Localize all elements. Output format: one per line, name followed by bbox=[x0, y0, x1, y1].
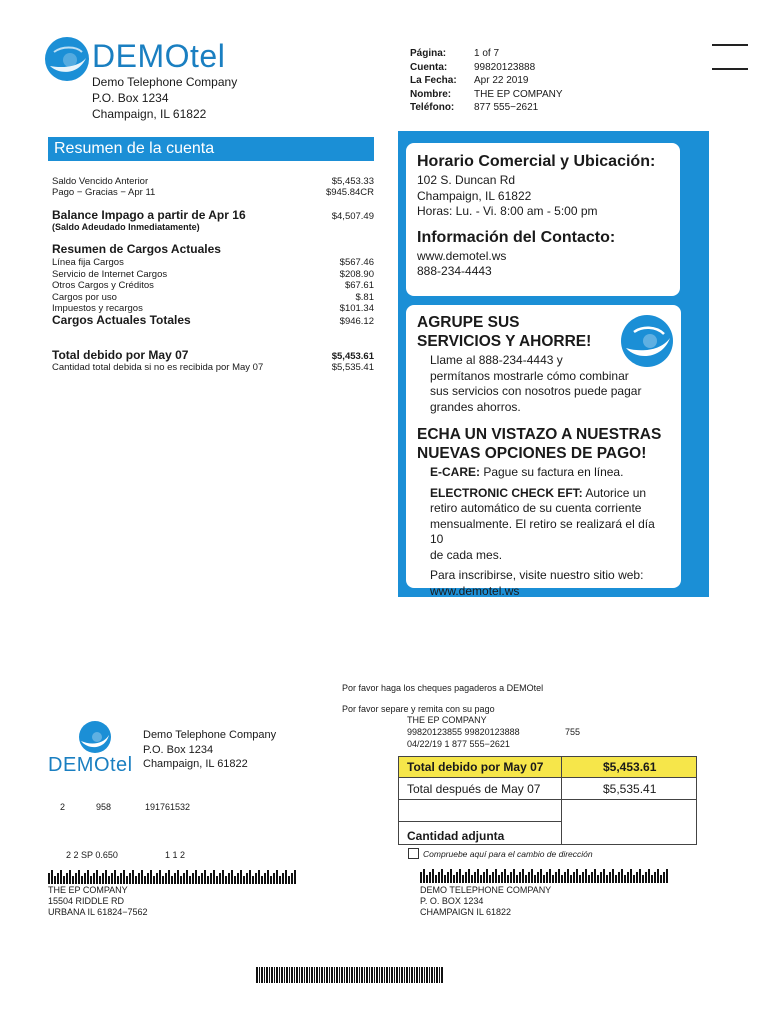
barcode-bar bbox=[498, 875, 500, 883]
barcode-bar bbox=[663, 872, 665, 883]
barcode-bar bbox=[276, 870, 278, 884]
barcode-bar bbox=[525, 875, 527, 883]
barcode-bar bbox=[462, 875, 464, 883]
current-charges-title-text: Resumen de Cargos Actuales bbox=[52, 242, 221, 256]
barcode-bar bbox=[474, 872, 476, 883]
remit-company-address bbox=[143, 728, 276, 772]
barcode-bar bbox=[159, 870, 161, 884]
barcode-bar bbox=[624, 875, 626, 883]
barcode-bar bbox=[561, 875, 563, 883]
barcode-bar bbox=[282, 873, 284, 884]
hours-line: Horas: Lu. - Vi. 8:00 am - 5:00 pm bbox=[417, 204, 598, 218]
hours-line: 102 S. Duncan Rd bbox=[417, 173, 516, 187]
late-amount: $5,535.41 bbox=[331, 362, 374, 373]
customer-address-line: THE EP COMPANY bbox=[48, 885, 128, 895]
current-charges-title bbox=[52, 242, 374, 256]
barcode-bar bbox=[183, 873, 185, 884]
barcode-bar bbox=[477, 869, 479, 883]
eft-line bbox=[430, 486, 671, 502]
customer-address bbox=[48, 885, 148, 918]
barcode-bar bbox=[54, 876, 56, 884]
bundle-title-line2: SERVICIOS Y AHORRE! bbox=[417, 333, 592, 350]
code-4: 2 2 SP 0.650 bbox=[66, 850, 118, 860]
barcode-bar bbox=[435, 875, 437, 883]
barcode-bar bbox=[231, 870, 233, 884]
barcode-bar bbox=[489, 875, 491, 883]
barcode-bar bbox=[186, 870, 188, 884]
remit-date: 04/22/19 1 877 555−2621 bbox=[407, 739, 510, 749]
account-info-value: 99820123888 bbox=[474, 61, 536, 73]
enclosed-amount-input[interactable] bbox=[563, 801, 695, 843]
signup-line: Para inscribirse, visite nuestro sitio web: bbox=[430, 568, 644, 582]
address-change-checkbox[interactable] bbox=[408, 848, 419, 859]
barcode-bar bbox=[546, 872, 548, 883]
payee-address-line: DEMO TELEPHONE COMPANY bbox=[420, 885, 552, 895]
barcode-bar bbox=[246, 873, 248, 884]
barcode-bar bbox=[126, 876, 128, 884]
account-info-label: Página: bbox=[410, 48, 447, 59]
address-change-label: Compruebe aquí para el cambio de dirección bbox=[423, 849, 593, 859]
remit-box-line2 bbox=[399, 821, 561, 822]
barcode-bar bbox=[132, 870, 134, 884]
barcode-bar bbox=[615, 875, 617, 883]
barcode-bar bbox=[666, 869, 668, 883]
remit-after-amount: $5,535.41 bbox=[603, 782, 657, 796]
charge-amount: $101.34 bbox=[339, 303, 374, 314]
hours-card bbox=[406, 143, 680, 296]
barcode-bar bbox=[105, 870, 107, 884]
pay-title-line2: NUEVAS OPCIONES DE PAGO! bbox=[417, 445, 647, 462]
barcode-bar bbox=[57, 873, 59, 884]
barcode-bar bbox=[102, 873, 104, 884]
unpaid-sub: (Saldo Adeudado Inmediatamente) bbox=[52, 222, 200, 232]
charge-row bbox=[52, 257, 374, 268]
barcode-bar bbox=[189, 876, 191, 884]
remit-address-line1: P.O. Box 1234 bbox=[143, 743, 214, 756]
barcode-bar bbox=[153, 876, 155, 884]
barcode-bar bbox=[243, 876, 245, 884]
remit-total-due-label: Total debido por May 07 bbox=[407, 760, 544, 774]
barcode-bar bbox=[225, 876, 227, 884]
barcode-bar bbox=[585, 869, 587, 883]
bundle-line: grandes ahorros. bbox=[430, 399, 521, 414]
barcode-bar bbox=[501, 872, 503, 883]
enclosed-amount-label: Cantidad adjunta bbox=[407, 829, 505, 843]
barcode-bar bbox=[528, 872, 530, 883]
barcode-bar bbox=[543, 875, 545, 883]
ecare-text: Pague su factura en línea. bbox=[480, 465, 624, 479]
barcode-bar bbox=[75, 873, 77, 884]
barcode-bar bbox=[429, 872, 431, 883]
barcode-bar bbox=[468, 869, 470, 883]
barcode-bar bbox=[438, 872, 440, 883]
barcode-bar bbox=[147, 873, 149, 884]
charge-row bbox=[52, 280, 374, 291]
barcode-bar bbox=[255, 873, 257, 884]
barcode-bar bbox=[216, 876, 218, 884]
barcode-bar bbox=[459, 869, 461, 883]
customer-address-line: URBANA IL 61824−7562 bbox=[48, 907, 148, 917]
barcode-bar bbox=[642, 875, 644, 883]
barcode-bar bbox=[648, 869, 650, 883]
barcode-bar bbox=[288, 876, 290, 884]
barcode-bar bbox=[603, 869, 605, 883]
code-5: 1 1 2 bbox=[165, 850, 186, 860]
barcode-bar bbox=[51, 870, 53, 884]
barcode-bar bbox=[609, 872, 611, 883]
barcode-bar bbox=[483, 872, 485, 883]
barcode-bar bbox=[426, 875, 428, 883]
eft-text: Autorice un bbox=[582, 485, 647, 500]
barcode-bar bbox=[270, 876, 272, 884]
charge-amount: $67.61 bbox=[344, 280, 374, 291]
charge-label: Cargos por uso bbox=[52, 291, 117, 303]
barcode-bar bbox=[207, 876, 209, 884]
barcode-bar bbox=[195, 870, 197, 884]
barcode-bar bbox=[96, 870, 98, 884]
barcode-bar bbox=[198, 876, 200, 884]
payment-amount: $945.84CR bbox=[325, 187, 374, 198]
eft-label: ELECTRONIC CHECK EFT: bbox=[430, 485, 583, 500]
total-due-amount: $5,453.61 bbox=[331, 351, 374, 362]
barcode-bar bbox=[108, 876, 110, 884]
barcode-bar bbox=[612, 869, 614, 883]
barcode-bar bbox=[654, 872, 656, 883]
barcode-bar bbox=[168, 870, 170, 884]
barcode-bar bbox=[273, 873, 275, 884]
remit-address-line2: Champaign, IL 61822 bbox=[143, 758, 248, 770]
code-3: 191761532 bbox=[145, 802, 191, 812]
barcode-bar bbox=[291, 873, 293, 884]
barcode-bar bbox=[441, 869, 443, 883]
barcode-bar bbox=[513, 869, 515, 883]
barcode-bar bbox=[171, 876, 173, 884]
barcode-bar bbox=[210, 873, 212, 884]
checks-payable-text: Por favor haga los cheques pagaderos a DEMOtel bbox=[342, 683, 544, 693]
pay-title-line1: ECHA UN VISTAZO A NUESTRAS bbox=[417, 426, 662, 443]
barcode-bar bbox=[264, 873, 266, 884]
barcode-bar bbox=[192, 873, 194, 884]
remit-logo-demo: DEMO bbox=[48, 754, 110, 776]
remit-name: THE EP COMPANY bbox=[407, 715, 487, 725]
account-info-value: Apr 22 2019 bbox=[474, 75, 529, 86]
barcode-bar bbox=[78, 870, 80, 884]
remit-company-name: Demo Telephone Company bbox=[143, 729, 277, 741]
barcode-bar bbox=[633, 875, 635, 883]
payee-address-line: CHAMPAIGN IL 61822 bbox=[420, 907, 512, 917]
barcode-bar bbox=[651, 875, 653, 883]
code-1: 2 bbox=[60, 802, 66, 812]
menu-icon[interactable] bbox=[712, 44, 748, 70]
barcode-bar bbox=[66, 873, 68, 884]
remit-logo-wordmark bbox=[48, 753, 133, 777]
pay-options-title bbox=[417, 425, 671, 463]
account-info-row bbox=[410, 62, 563, 74]
barcode-bar bbox=[204, 870, 206, 884]
remit-box-divider bbox=[561, 757, 562, 844]
barcode-bar bbox=[447, 872, 449, 883]
barcode-bar bbox=[492, 872, 494, 883]
barcode-bar bbox=[99, 876, 101, 884]
barcode-bar bbox=[591, 872, 593, 883]
prev-balance-label: Saldo Vencido Anterior bbox=[52, 176, 149, 187]
company-name: Demo Telephone Company bbox=[92, 75, 238, 89]
barcode-bar bbox=[516, 875, 518, 883]
barcode-bar bbox=[507, 875, 509, 883]
barcode-bar bbox=[645, 872, 647, 883]
barcode-bar bbox=[621, 869, 623, 883]
account-info-label: Teléfono: bbox=[410, 102, 455, 113]
postal-barcode-customer bbox=[48, 870, 296, 884]
remit-globe-icon bbox=[78, 720, 112, 754]
account-info-table bbox=[408, 46, 565, 116]
barcode-bar bbox=[114, 870, 116, 884]
remit-box-line bbox=[399, 799, 696, 800]
barcode-bar bbox=[600, 872, 602, 883]
barcode-bar bbox=[162, 876, 164, 884]
contact-line: 888-234-4443 bbox=[417, 264, 492, 278]
barcode-bar bbox=[606, 875, 608, 883]
late-row bbox=[52, 362, 374, 373]
barcode-bar bbox=[180, 876, 182, 884]
barcode-bar bbox=[579, 875, 581, 883]
account-info-label: Nombre: bbox=[410, 88, 452, 100]
customer-address-line: 15504 RIDDLE RD bbox=[48, 896, 125, 906]
barcode-bar bbox=[555, 872, 557, 883]
separate-text: Por favor separe y remita con su pago bbox=[342, 704, 495, 714]
barcode-bar bbox=[258, 870, 260, 884]
prev-balance-row bbox=[52, 176, 374, 187]
charge-label: Línea fija Cargos bbox=[52, 257, 124, 268]
eft-line: de cada mes. bbox=[430, 547, 503, 562]
summary-title-bar: Resumen de la cuenta bbox=[48, 137, 374, 161]
barcode-bar bbox=[549, 869, 551, 883]
barcode-bar bbox=[81, 876, 83, 884]
barcode-bar bbox=[480, 875, 482, 883]
code-2: 958 bbox=[96, 802, 112, 812]
unpaid-amount: $4,507.49 bbox=[331, 211, 374, 222]
prev-balance-amount: $5,453.33 bbox=[331, 176, 374, 187]
charge-amount: $567.46 bbox=[339, 257, 374, 268]
charge-row bbox=[52, 269, 374, 280]
charge-amount: $.81 bbox=[355, 291, 374, 303]
barcode-bar bbox=[174, 873, 176, 884]
barcode-bar bbox=[60, 870, 62, 884]
bundle-line: sus servicios con nosotros puede pagar bbox=[430, 384, 642, 398]
barcode-bar bbox=[519, 872, 521, 883]
scan-bar bbox=[443, 967, 444, 983]
payee-address bbox=[420, 885, 551, 918]
account-info-value: 877 555−2621 bbox=[474, 102, 539, 113]
barcode-bar bbox=[432, 869, 434, 883]
charge-label: Impuestos y recargos bbox=[52, 303, 143, 314]
barcode-bar bbox=[129, 873, 131, 884]
barcode-bar bbox=[177, 870, 179, 884]
remit-account: 99820123855 99820123888 bbox=[407, 727, 520, 737]
barcode-bar bbox=[87, 870, 89, 884]
barcode-bar bbox=[486, 869, 488, 883]
barcode-bar bbox=[420, 872, 422, 883]
barcode-bar bbox=[141, 870, 143, 884]
barcode-bar bbox=[48, 873, 50, 884]
barcode-bar bbox=[93, 873, 95, 884]
charge-label: Otros Cargos y Créditos bbox=[52, 280, 154, 291]
barcode-bar bbox=[552, 875, 554, 883]
barcode-bar bbox=[636, 872, 638, 883]
barcode-bar bbox=[444, 875, 446, 883]
logo-tel: tel bbox=[190, 38, 226, 74]
barcode-bar bbox=[534, 875, 536, 883]
account-info-row bbox=[410, 48, 563, 60]
barcode-bar bbox=[249, 870, 251, 884]
bundle-title-line1: AGRUPE SUS bbox=[417, 314, 520, 331]
barcode-bar bbox=[63, 876, 65, 884]
logo-demo: DEMO bbox=[92, 38, 190, 74]
barcode-bar bbox=[570, 875, 572, 883]
barcode-bar bbox=[69, 870, 71, 884]
barcode-bar bbox=[465, 872, 467, 883]
account-info-value: THE EP COMPANY bbox=[474, 88, 563, 100]
barcode-bar bbox=[558, 869, 560, 883]
total-due-label: Total debido por May 07 bbox=[52, 348, 189, 362]
scan-line-barcode bbox=[256, 967, 444, 983]
barcode-bar bbox=[213, 870, 215, 884]
barcode-bar bbox=[471, 875, 473, 883]
barcode-bar bbox=[267, 870, 269, 884]
charge-amount: $208.90 bbox=[339, 268, 374, 280]
bundle-line: permítanos mostrarle cómo combinar bbox=[430, 368, 629, 383]
barcode-bar bbox=[423, 869, 425, 883]
barcode-bar bbox=[495, 869, 497, 883]
eft-line: mensualmente. El retiro se realizará el día 10 bbox=[430, 516, 655, 546]
account-info-label: Cuenta: bbox=[410, 61, 448, 73]
barcode-bar bbox=[150, 870, 152, 884]
account-info-label: La Fecha: bbox=[410, 75, 457, 86]
barcode-bar bbox=[597, 875, 599, 883]
account-info-row bbox=[410, 75, 563, 87]
barcode-bar bbox=[240, 870, 242, 884]
hours-title: Horario Comercial y Ubicación: bbox=[417, 153, 656, 170]
company-address-line2: Champaign, IL 61822 bbox=[92, 107, 207, 121]
barcode-bar bbox=[564, 872, 566, 883]
ecare-label: E-CARE: bbox=[430, 465, 480, 479]
barcode-bar bbox=[510, 872, 512, 883]
barcode-bar bbox=[120, 873, 122, 884]
barcode-bar bbox=[90, 876, 92, 884]
company-address bbox=[92, 74, 237, 122]
account-info-row bbox=[410, 89, 563, 101]
barcode-bar bbox=[156, 873, 158, 884]
payment-row bbox=[52, 187, 374, 198]
remit-after-label: Total después de May 07 bbox=[407, 782, 541, 796]
barcode-bar bbox=[294, 870, 296, 884]
barcode-bar bbox=[576, 869, 578, 883]
barcode-bar bbox=[117, 876, 119, 884]
hours-line: Champaign, IL 61822 bbox=[417, 188, 532, 203]
barcode-bar bbox=[138, 873, 140, 884]
remit-amount-box bbox=[398, 756, 697, 845]
total-current-label: Cargos Actuales Totales bbox=[52, 313, 191, 327]
barcode-bar bbox=[234, 876, 236, 884]
ecare-line bbox=[430, 465, 671, 481]
barcode-bar bbox=[123, 870, 125, 884]
barcode-bar bbox=[144, 876, 146, 884]
account-info-row bbox=[410, 102, 563, 114]
barcode-bar bbox=[222, 870, 224, 884]
total-due-row bbox=[52, 348, 374, 362]
barcode-bar bbox=[582, 872, 584, 883]
remit-code: 755 bbox=[565, 727, 581, 737]
bundle-line: Llame al 888-234-4443 y bbox=[430, 353, 563, 367]
total-current-amount: $946.12 bbox=[339, 316, 374, 327]
remit-logo-tel: tel bbox=[110, 754, 133, 776]
barcode-bar bbox=[135, 876, 137, 884]
payment-label: Pago − Gracias − Apr 11 bbox=[52, 187, 156, 198]
barcode-bar bbox=[201, 873, 203, 884]
remit-total-due-amount: $5,453.61 bbox=[603, 760, 657, 774]
contact-line: www.demotel.ws bbox=[417, 248, 507, 263]
signup-line: www.demotel.ws bbox=[430, 583, 520, 598]
barcode-bar bbox=[657, 869, 659, 883]
promo-globe-icon bbox=[620, 314, 674, 368]
barcode-bar bbox=[84, 873, 86, 884]
unpaid-label: Balance Impago a partir de Apr 16 bbox=[52, 208, 246, 222]
barcode-bar bbox=[228, 873, 230, 884]
barcode-bar bbox=[237, 873, 239, 884]
barcode-bar bbox=[456, 872, 458, 883]
barcode-bar bbox=[618, 872, 620, 883]
logo-wordmark bbox=[92, 38, 225, 74]
barcode-bar bbox=[252, 876, 254, 884]
barcode-bar bbox=[285, 870, 287, 884]
barcode-bar bbox=[639, 869, 641, 883]
demotel-globe-logo-icon bbox=[44, 36, 90, 82]
barcode-bar bbox=[627, 872, 629, 883]
barcode-bar bbox=[450, 869, 452, 883]
barcode-bar bbox=[279, 876, 281, 884]
barcode-bar bbox=[522, 869, 524, 883]
barcode-bar bbox=[660, 875, 662, 883]
barcode-bar bbox=[588, 875, 590, 883]
barcode-bar bbox=[594, 869, 596, 883]
unpaid-row bbox=[52, 208, 374, 222]
barcode-bar bbox=[567, 869, 569, 883]
total-current-row bbox=[52, 313, 374, 327]
late-label: Cantidad total debida si no es recibida por May 07 bbox=[52, 362, 264, 373]
barcode-bar bbox=[219, 873, 221, 884]
barcode-bar bbox=[630, 869, 632, 883]
charge-label: Servicio de Internet Cargos bbox=[52, 268, 168, 280]
barcode-bar bbox=[537, 872, 539, 883]
contact-title: Información del Contacto: bbox=[417, 228, 616, 246]
barcode-bar bbox=[111, 873, 113, 884]
payee-address-line: P. O. BOX 1234 bbox=[420, 896, 484, 906]
barcode-bar bbox=[504, 869, 506, 883]
barcode-bar bbox=[261, 876, 263, 884]
barcode-bar bbox=[573, 872, 575, 883]
postal-barcode-payee bbox=[420, 869, 668, 883]
barcode-bar bbox=[531, 869, 533, 883]
barcode-bar bbox=[72, 876, 74, 884]
company-address-line1: P.O. Box 1234 bbox=[92, 91, 169, 105]
barcode-bar bbox=[453, 875, 455, 883]
eft-line: retiro automático de su cuenta corriente bbox=[430, 501, 642, 515]
barcode-bar bbox=[540, 869, 542, 883]
charge-row bbox=[52, 292, 374, 303]
barcode-bar bbox=[165, 873, 167, 884]
account-info-value: 1 of 7 bbox=[474, 48, 500, 59]
